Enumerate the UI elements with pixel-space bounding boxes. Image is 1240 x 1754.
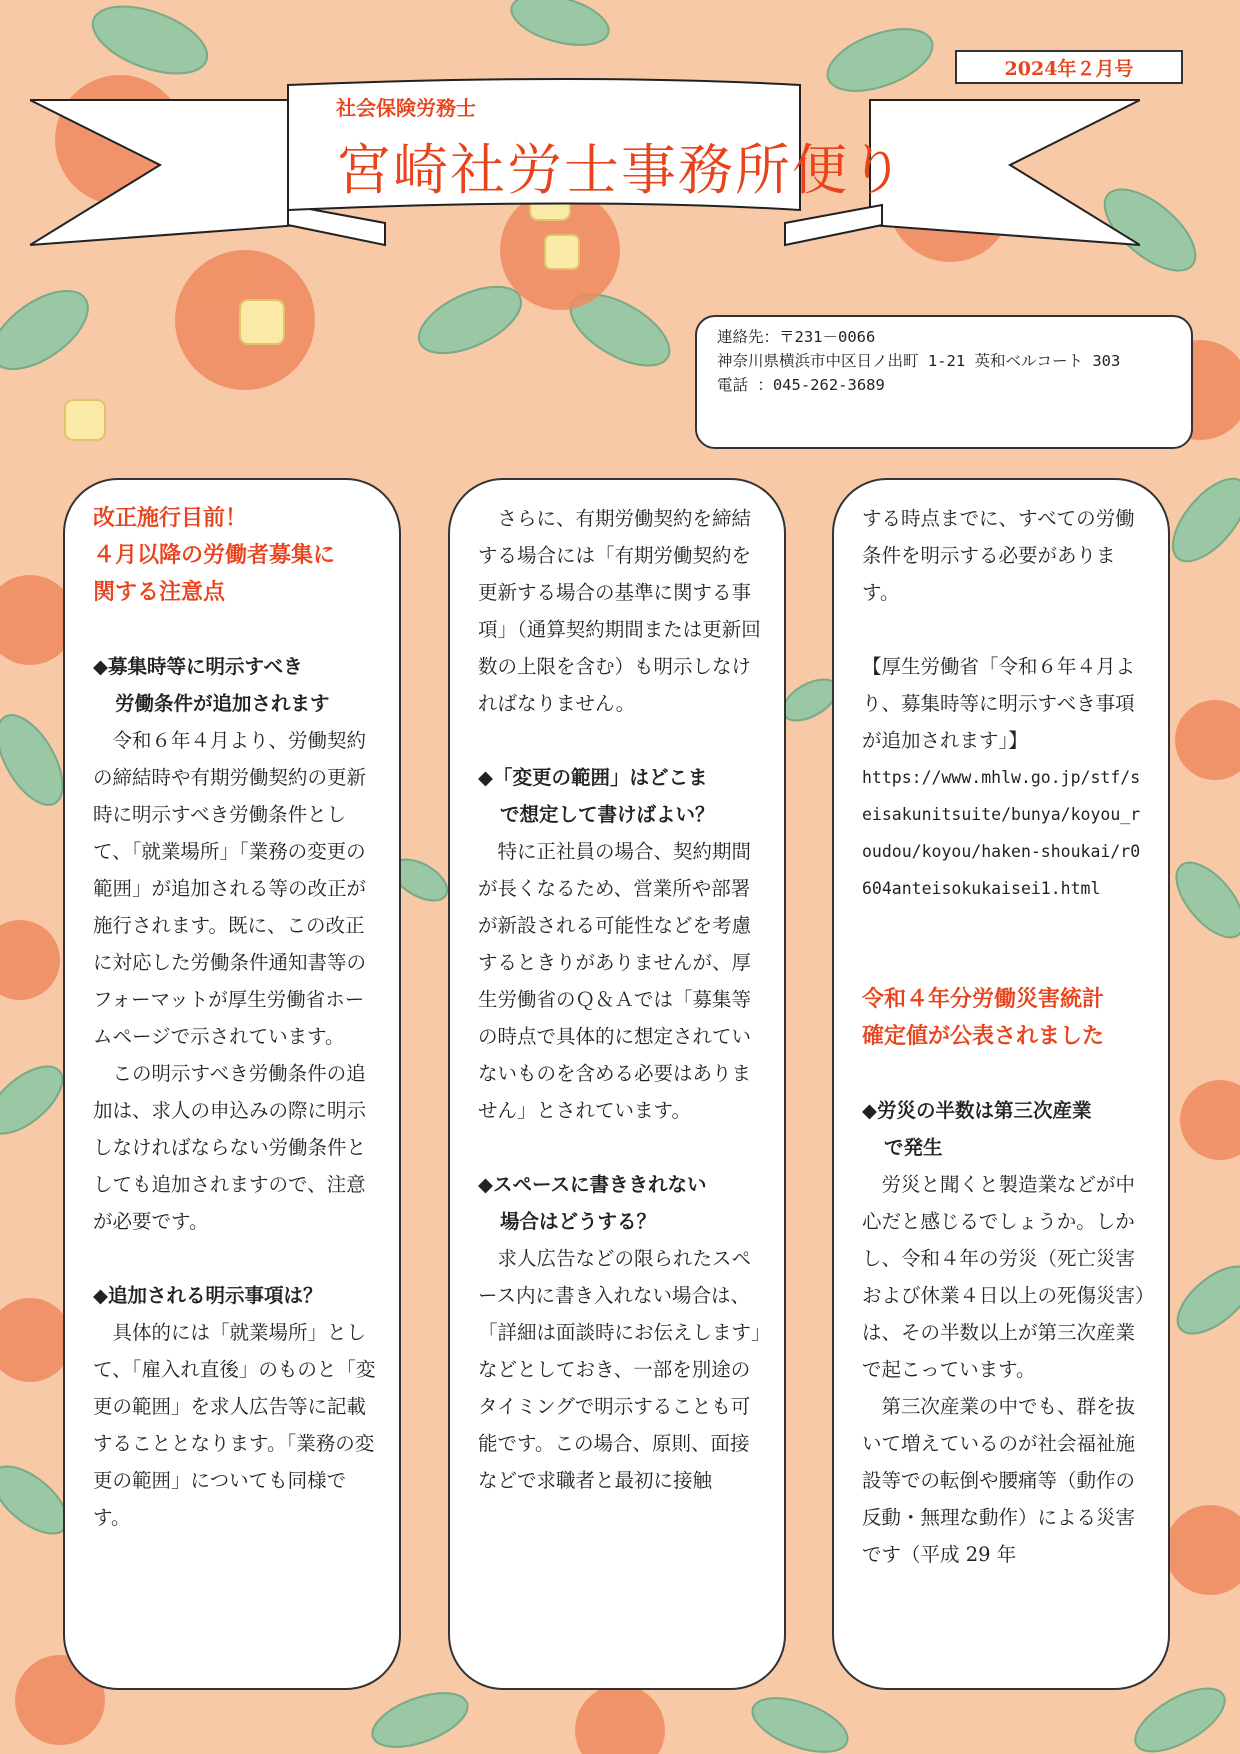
article-headline-line2: ４月以降の労働者募集に xyxy=(93,542,336,568)
section-heading-5 xyxy=(862,1092,1146,1166)
paragraph: 特に正社員の場合、契約期間が長くなるため、営業所や部署が新設される可能性などを考慮するときりがありませんが、厚生労働省のＱ＆Ａでは「募集等の時点で具体的に想定されていないものを含める必要はありません」とされています。 xyxy=(478,840,752,1122)
contact-address: 神奈川県横浜市中区日ノ出町 1-21 英和ベルコート 303 xyxy=(717,352,1121,370)
section-heading-4-line1: ◆スペースに書ききれない xyxy=(478,1173,707,1196)
article-headline-line1: 令和４年分労働災害統計 xyxy=(862,986,1105,1012)
column-1 xyxy=(63,478,401,1690)
section-heading-3-line2: で想定して書けばよい？ xyxy=(500,803,715,826)
paragraph: さらに、有期労働契約を締結する場合には「有期労働契約を更新する場合の基準に関する事項」（通算契約期間または更新回数の上限を含む）も明示しなければなりません。 xyxy=(478,507,761,715)
banner-subtitle: 社会保険労務士 xyxy=(336,96,476,120)
paragraph: 令和６年４月より、労働契約の締結時や有期労働契約の更新時に明示すべき労働条件として、「就業場所」「業務の変更の範囲」が追加される等の改正が施行されます。既に、この改正に対応した労働条件通知書等のフォーマットが厚生労働省ホームページで示されています。 xyxy=(93,729,367,1048)
paragraph: 具体的には「就業場所」として、「雇入れ直後」のものと「変更の範囲」を求人広告等に記載することとなります。「業務の変更の範囲」についても同様です。 xyxy=(93,1321,376,1529)
section-heading-5-line1: ◆労災の半数は第三次産業 xyxy=(862,1099,1092,1122)
reference-title: 【厚生労働省「令和６年４月より、募集時等に明示すべき事項が追加されます」】 xyxy=(862,655,1136,752)
contact-phone: 電話 ：045-262-3689 xyxy=(717,376,885,394)
paragraph: する時点までに、すべての労働条件を明示する必要があります。 xyxy=(862,507,1135,604)
section-heading-3 xyxy=(478,759,762,833)
section-heading-1-line1: ◆募集時等に明示すべき xyxy=(93,655,303,678)
paragraph: 第三次産業の中でも、群を抜いて増えているのが社会福祉施設等での転倒や腰痛等（動作の反動・無理な動作）による災害です（平成 29 年 xyxy=(862,1395,1136,1566)
section-heading-1 xyxy=(93,648,377,722)
section-heading-3-line1: ◆「変更の範囲」はどこま xyxy=(478,766,708,789)
article-headline-line2: 確定値が公表されました xyxy=(862,1023,1105,1049)
article-headline-line1: 改正施行目前！ xyxy=(93,505,248,531)
banner-title: 宮崎社労士事務所便り xyxy=(336,138,907,202)
article-headline-line3: 関する注意点 xyxy=(93,579,226,605)
contact-address-postal: 連絡先：〒231－0066 xyxy=(717,328,876,346)
issue-date: 2024年２月号 xyxy=(955,50,1183,84)
reference-url[interactable]: https://www.mhlw.go.jp/stf/seisakunitsuite/bunya/koyou_roudou/koyou/haken-shoukai/r0604anteisokukaisei1.html xyxy=(862,768,1141,898)
column-3 xyxy=(832,478,1170,1690)
column-2 xyxy=(448,478,786,1690)
section-heading-4 xyxy=(478,1166,762,1240)
section-heading-1-line2: 労働条件が追加されます xyxy=(115,692,330,715)
paragraph: この明示すべき労働条件の追加は、求人の申込みの際に明示しなければならない労働条件としても追加されますので、注意が必要です。 xyxy=(93,1062,367,1233)
section-heading-2: ◆追加される明示事項は？ xyxy=(93,1284,323,1307)
section-heading-5-line2: で発生 xyxy=(884,1136,943,1159)
paragraph: 労災と聞くと製造業などが中心だと感じるでしょうか。しかし、令和４年の労災（死亡災害および休業４日以上の死傷災害）は、その半数以上が第三次産業で起こっています。 xyxy=(862,1173,1145,1381)
section-heading-4-line2: 場合はどうする？ xyxy=(500,1210,657,1233)
contact-box xyxy=(695,315,1193,449)
paragraph: 求人広告などの限られたスペース内に書き入れない場合は、「詳細は面談時にお伝えします」などとしておき、一部を別途のタイミングで明示することも可能です。この場合、原則、面接などで求職者と最初に接触 xyxy=(478,1247,761,1492)
